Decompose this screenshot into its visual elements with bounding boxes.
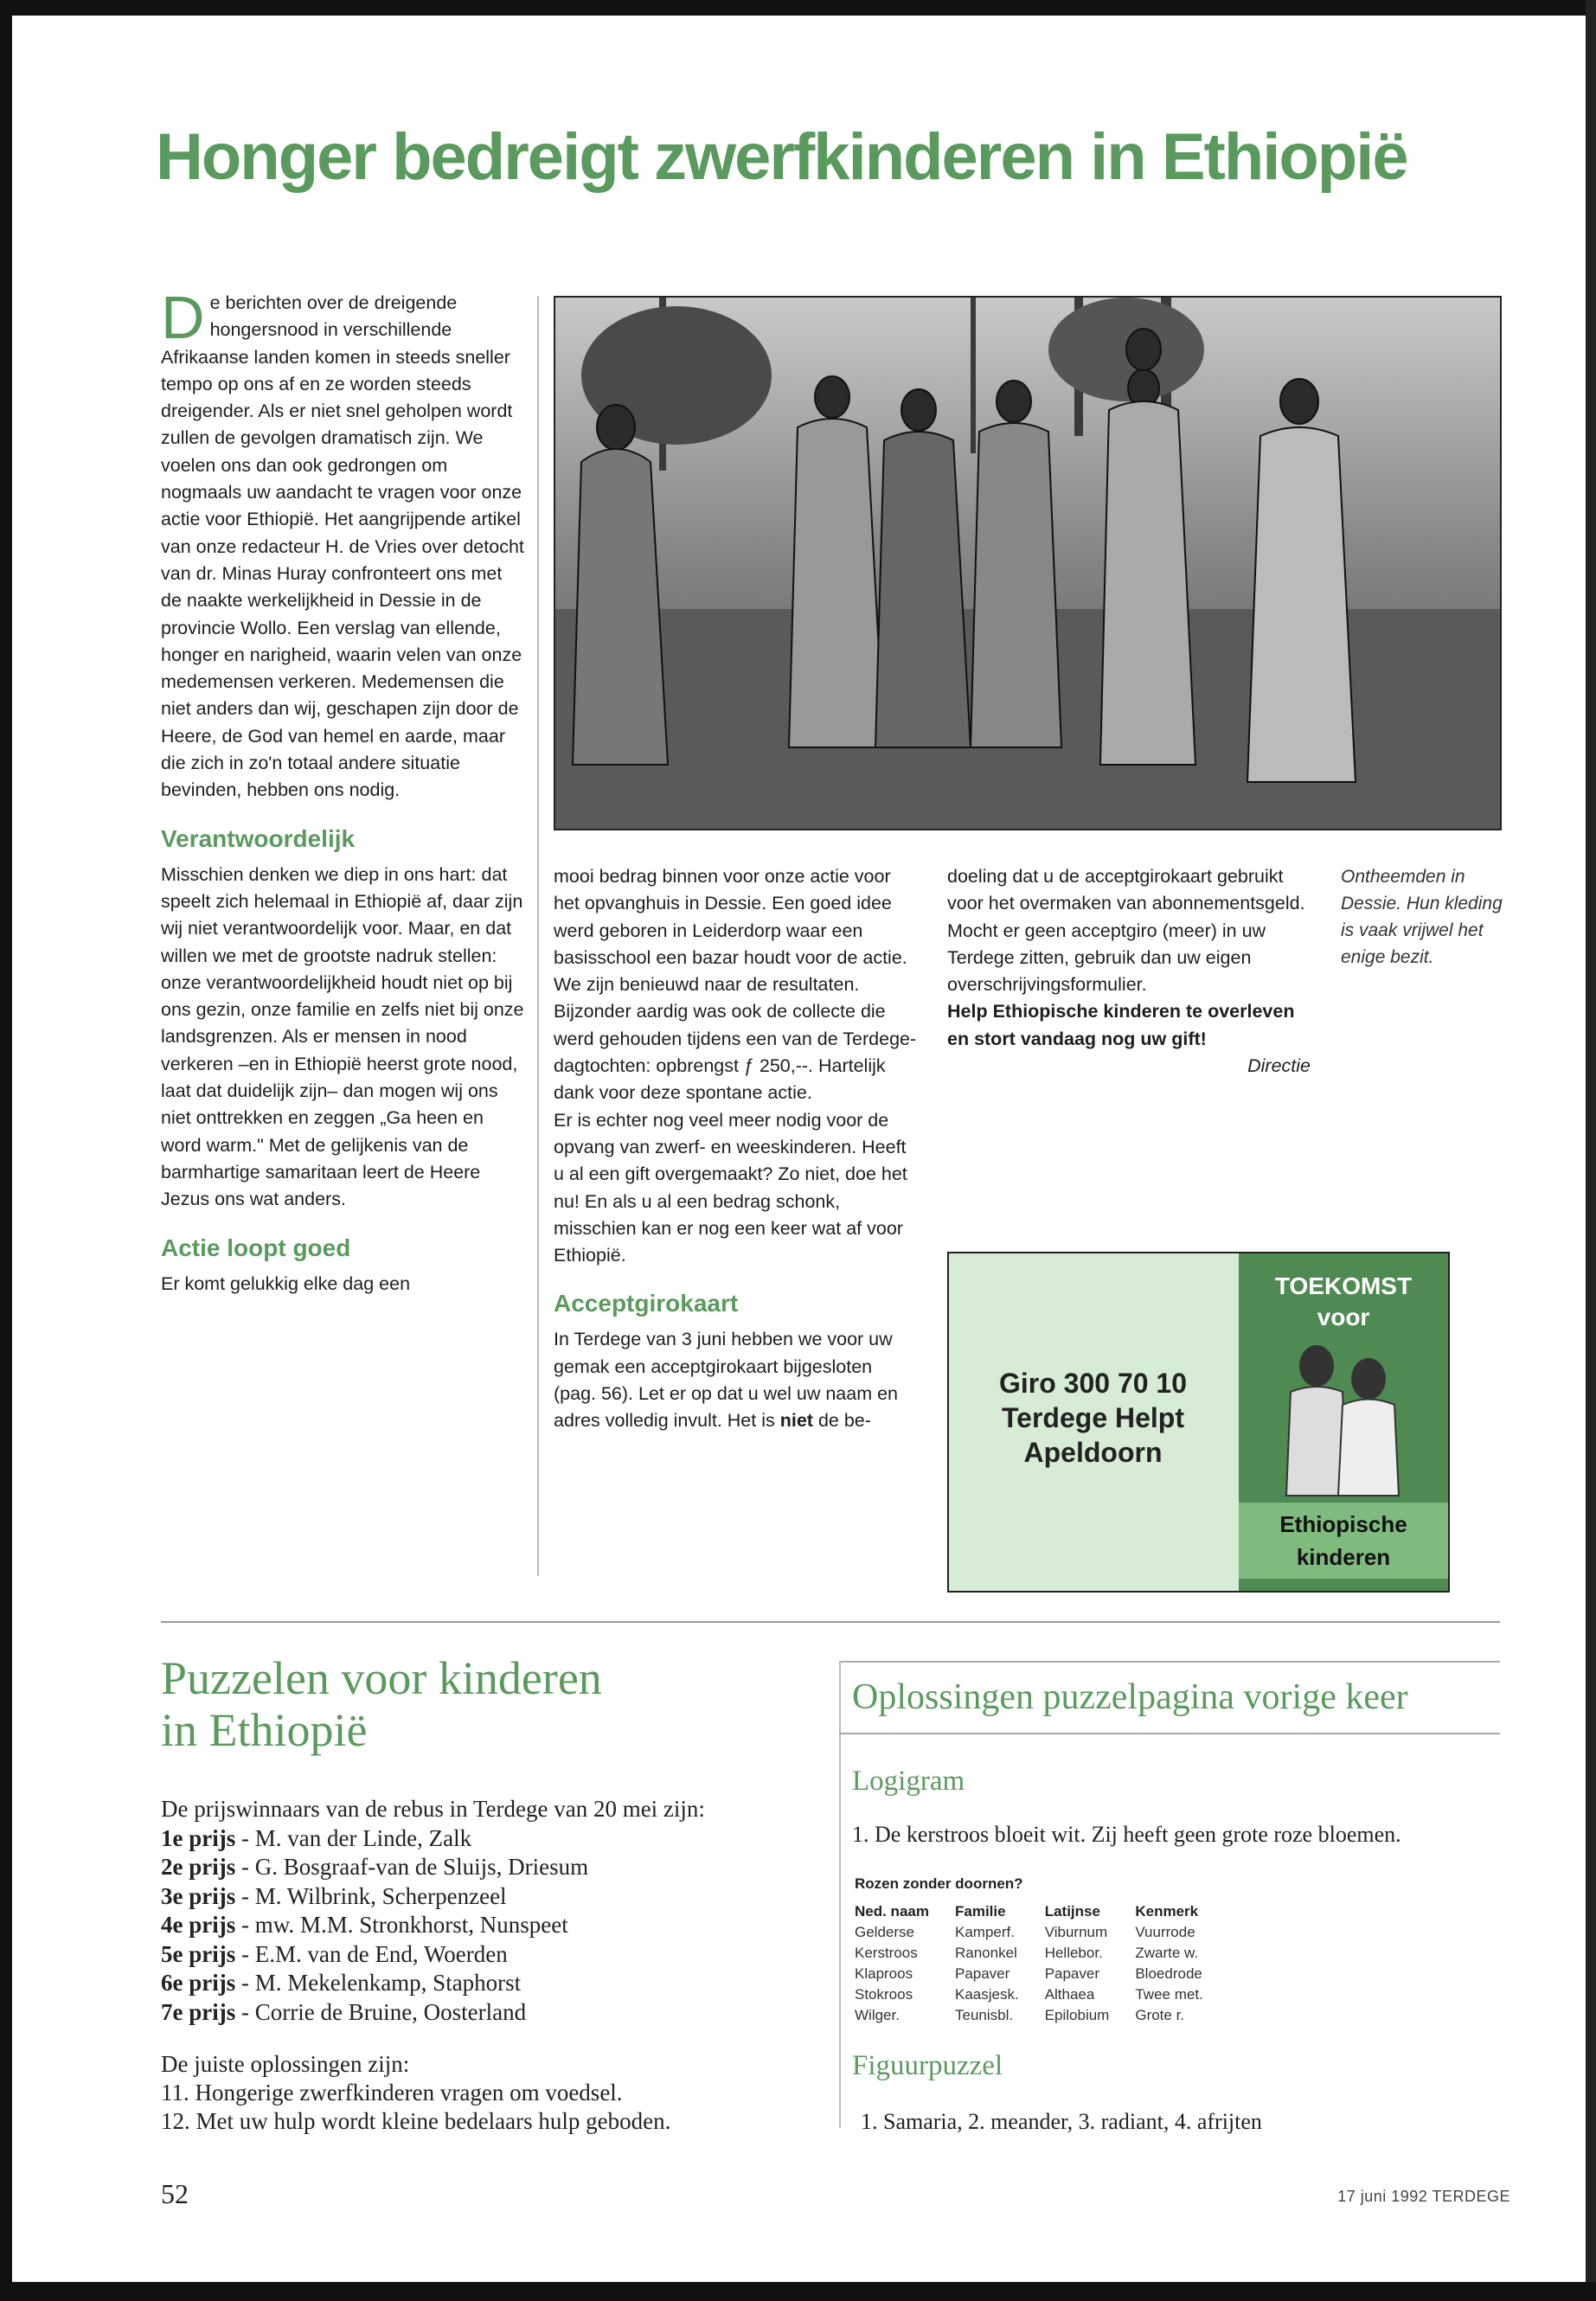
winners-list (161, 1795, 818, 2027)
solutions-list (161, 2050, 818, 2136)
roses-table (855, 1901, 1229, 2026)
winner-row (161, 1882, 818, 1912)
logigram-heading: Logigram (852, 1766, 965, 1797)
photo-caption: Ontheemden in Dessie. Hun kleding is vaak vrijwel het enige bezit. (1341, 867, 1503, 967)
voor-label: voor (1317, 1304, 1370, 1330)
winner-prize: 4e prijs (161, 1912, 236, 1938)
subhead-verantwoordelijk: Verantwoordelijk (161, 824, 356, 852)
kinderen-label: kinderen (1296, 1544, 1391, 1570)
table-cell: Klaproos (855, 1965, 913, 1982)
table-header: Latijnse (1044, 1903, 1100, 1920)
toekomst-heading (1239, 1271, 1448, 1333)
page-border-top (0, 0, 1596, 16)
paragraph-verantwoordelijk: Misschien denken we diep in ons hart: dat speelt zich helemaal in Ethiopië af, daar zijn wij niet verantwoordelijk voor. Maar, en dat willen we met de grootste nadruk stellen: onze verantwoordelijkheid houdt niet op bij ons gezin, onze familie en zelfs niet bij onze landsgrenzen. Als er mensen in nood verkeren –en in Ethiopië heerst grote nood, laat dat duidelijk zijn– dan mogen wij ons niet onttrekken en zeggen „Ga heen en word warm." Met de gelijkenis van de barmhartige samaritaan leert de Heere Jezus ons wat anders. (161, 863, 524, 1210)
ethiopische-kinderen-label (1239, 1503, 1448, 1579)
winner-name: - M. van der Linde, Zalk (235, 1824, 472, 1851)
section-divider (161, 1621, 1500, 1623)
logigram-solution: 1. De kerstroos bloeit wit. Zij heeft geen grote roze bloemen. (852, 1822, 1401, 1847)
page-footer: 17 juni 1992 TERDEGE (1337, 2188, 1510, 2205)
table-cell: Stokroos (855, 1986, 913, 2003)
acceptgiro-text: In Terdege van 3 juni hebben we voor uw gemak een acceptgirokaart bijgesloten (pag. 56). Let er op dat u wel uw naam en adres volledig invult. Het is (554, 1329, 898, 1432)
table-cell: Wilger. (855, 2007, 900, 2023)
table-cell: Teunisbl. (954, 2007, 1014, 2023)
table-header-row (855, 1901, 1229, 1922)
table-cell: Kaasjesk. (954, 1986, 1019, 2003)
paragraph-bedoeling: doeling dat u de acceptgirokaart gebruikt voor het overmaken van abonnementsgeld. Mocht er geen acceptgiro (meer) in uw Terdege zitten, gebruik dan uw eigen overschrijvingsformulier. (947, 866, 1305, 996)
winner-name: - M. Mekelenkamp, Staphorst (235, 1970, 522, 1996)
table-cell: Twee met. (1135, 1986, 1203, 2003)
article-column-1 (161, 284, 524, 1298)
article-column-2 (554, 863, 917, 1435)
toekomst-label: TOEKOMST (1274, 1272, 1413, 1299)
signature: Directie (1247, 1055, 1311, 1077)
page-border-left (0, 0, 12, 2301)
table-row (855, 2005, 1229, 2026)
table-cell: Papaver (954, 1965, 1010, 1982)
solution-12: 12. Met uw hulp wordt kleine bedelaars hulp geboden. (161, 2108, 671, 2134)
figuurpuzzel-solution: 1. Samaria, 2. meander, 3. radiant, 4. afrijten (861, 2109, 1262, 2134)
giro-info (949, 1253, 1237, 1591)
subhead-acceptgirokaart: Acceptgirokaart (554, 1290, 739, 1317)
winner-row (161, 1911, 818, 1940)
oplossingen-rule-top (839, 1661, 1500, 1663)
table-cell: Epilobium (1044, 2007, 1110, 2023)
winner-prize: 1e prijs (161, 1824, 236, 1851)
intro-text: e berichten over de dreigende hongersnood in verschillende Afrikaanse landen komen in steeds sneller tempo op ons af en ze worden steeds dreigender. Als er niet snel geholpen wordt zullen de gevolgen dramatisch zijn. We voelen ons dan ook gedrongen om nogmaals uw aandacht te vragen voor onze actie voor Ethiopië. Het aangrijpende artikel van onze redacteur H. de Vries over detocht van dr. Minas Huray confronteert ons met de naakte werkelijkheid in Dessie in de provincie Wollo. Een verslag van ellende, honger en narigheid, waarin velen van onze medemensen verkeren. Medemensen die niet anders dan wij, geschapen zijn door de Heere, de God van hemel en aarde, maar die zich in zo'n totaal andere situatie bevinden, hebben ons nodig. (161, 292, 524, 801)
giro-city: Apeldoorn (1023, 1437, 1163, 1468)
solution-11: 11. Hongerige zwerfkinderen vragen om voedsel. (161, 2080, 623, 2106)
winner-row (161, 1940, 818, 1970)
giro-number: Giro 300 70 10 (998, 1368, 1188, 1399)
winner-name: - Corrie de Bruine, Oosterland (235, 1998, 527, 2025)
help-call: Help Ethiopische kinderen te overleven en stort vandaag nog uw gift! (947, 1001, 1295, 1049)
table-cell: Vuurrode (1135, 1924, 1195, 1940)
table-cell: Viburnum (1044, 1924, 1108, 1940)
winner-name: - E.M. van de End, Woerden (235, 1940, 508, 1967)
article-column-3 (947, 863, 1311, 1080)
table-cell: Hellebor. (1044, 1945, 1103, 1961)
table-row (855, 1984, 1229, 2005)
oplossingen-title: Oplossingen puzzelpagina vorige keer (852, 1677, 1408, 1717)
page-border-bottom (0, 2282, 1596, 2301)
winner-prize: 5e prijs (161, 1940, 236, 1967)
table-row (855, 1922, 1229, 1943)
table-header: Kenmerk (1135, 1903, 1199, 1920)
winner-prize: 3e prijs (161, 1882, 236, 1909)
winner-row (161, 1998, 818, 2028)
photo-people-icon (555, 298, 1500, 829)
winner-name: - mw. M.M. Stronkhorst, Nunspeet (235, 1912, 568, 1938)
acceptgiro-bold: niet (779, 1410, 813, 1432)
table-row (855, 1943, 1229, 1964)
column-divider (537, 296, 539, 1576)
ethiopische-label: Ethiopische (1279, 1511, 1407, 1537)
puzzel-title-line1: Puzzelen voor kinderen (161, 1652, 602, 1704)
winner-name: - G. Bosgraaf-van de Sluijs, Driesum (235, 1854, 589, 1880)
table-cell: Kerstroos (855, 1945, 918, 1961)
table-cell: Grote r. (1135, 2007, 1185, 2023)
table-cell: Papaver (1044, 1965, 1100, 1982)
table-cell: Ranonkel (954, 1945, 1017, 1961)
giro-text (949, 1366, 1237, 1470)
giro-box (947, 1252, 1450, 1593)
article-headline: Honger bedreigt zwerfkinderen in Ethiopië (156, 120, 1407, 194)
winners-intro: De prijswinnaars van de rebus in Terdege van 20 mei zijn: (161, 1796, 705, 1822)
winner-name: - M. Wilbrink, Scherpenzeel (235, 1882, 507, 1909)
page-border-right (1586, 0, 1596, 2301)
table-cell: Gelderse (855, 1924, 914, 1940)
oplossingen-rule-left (839, 1661, 841, 2128)
table-cell: Bloedrode (1135, 1965, 1202, 1982)
table-row (855, 1964, 1229, 1984)
intro-paragraph (161, 284, 524, 804)
table-header: Ned. naam (855, 1903, 929, 1920)
winner-prize: 2e prijs (161, 1854, 236, 1880)
paragraph-actie: mooi bedrag binnen voor onze actie voor het opvanghuis in Dessie. Een goed idee werd geboren in Leiderdorp waar een basisschool een bazar houdt voor de actie. We zijn benieuwd naar de resultaten. Bijzonder aardig was ook de collecte die werd gehouden tijdens een van de Terdege-dagtochten: opbrengst ƒ 250,--. Hartelijk dank voor deze spontane actie. (554, 866, 917, 1104)
winner-row (161, 1969, 818, 1998)
table-cell: Althaea (1044, 1986, 1095, 2003)
figuurpuzzel-heading: Figuurpuzzel (852, 2050, 1003, 2081)
roses-table-title: Rozen zonder doornen? (855, 1875, 1023, 1892)
paragraph-actie-start: Er komt gelukkig elke dag een (161, 1272, 411, 1294)
article-photo (554, 296, 1502, 830)
paragraph-opvang: Er is echter nog veel meer nodig voor de opvang van zwerf- en weeskinderen. Heeft u al een gift overgemaakt? Zo niet, doe het nu! En als u al een bedrag schonk, misschien kan er nog een keer wat af voor Ethiopië. (554, 1109, 907, 1266)
winner-prize: 6e prijs (161, 1970, 236, 1996)
winner-row (161, 1824, 818, 1854)
page-number: 52 (161, 2178, 189, 2209)
table-header: Familie (954, 1903, 1006, 1920)
table-cell: Kamperf. (954, 1924, 1015, 1940)
oplossingen-rule-bottom (839, 1733, 1500, 1734)
subhead-actie-loopt-goed: Actie loopt goed (161, 1234, 351, 1261)
puzzel-title-line2: in Ethiopië (161, 1704, 368, 1756)
winner-row (161, 1853, 818, 1882)
winner-prize: 7e prijs (161, 1998, 236, 2025)
children-photo-icon (1265, 1331, 1420, 1504)
paragraph-acceptgiro (554, 1326, 917, 1434)
toekomst-panel (1239, 1253, 1448, 1591)
drop-cap: D (161, 284, 205, 351)
solutions-intro: De juiste oplossingen zijn: (161, 2051, 410, 2077)
giro-name: Terdege Helpt (1002, 1402, 1184, 1433)
puzzel-title (161, 1652, 766, 1756)
acceptgiro-after: de be- (817, 1410, 871, 1432)
table-cell: Zwarte w. (1135, 1945, 1199, 1961)
